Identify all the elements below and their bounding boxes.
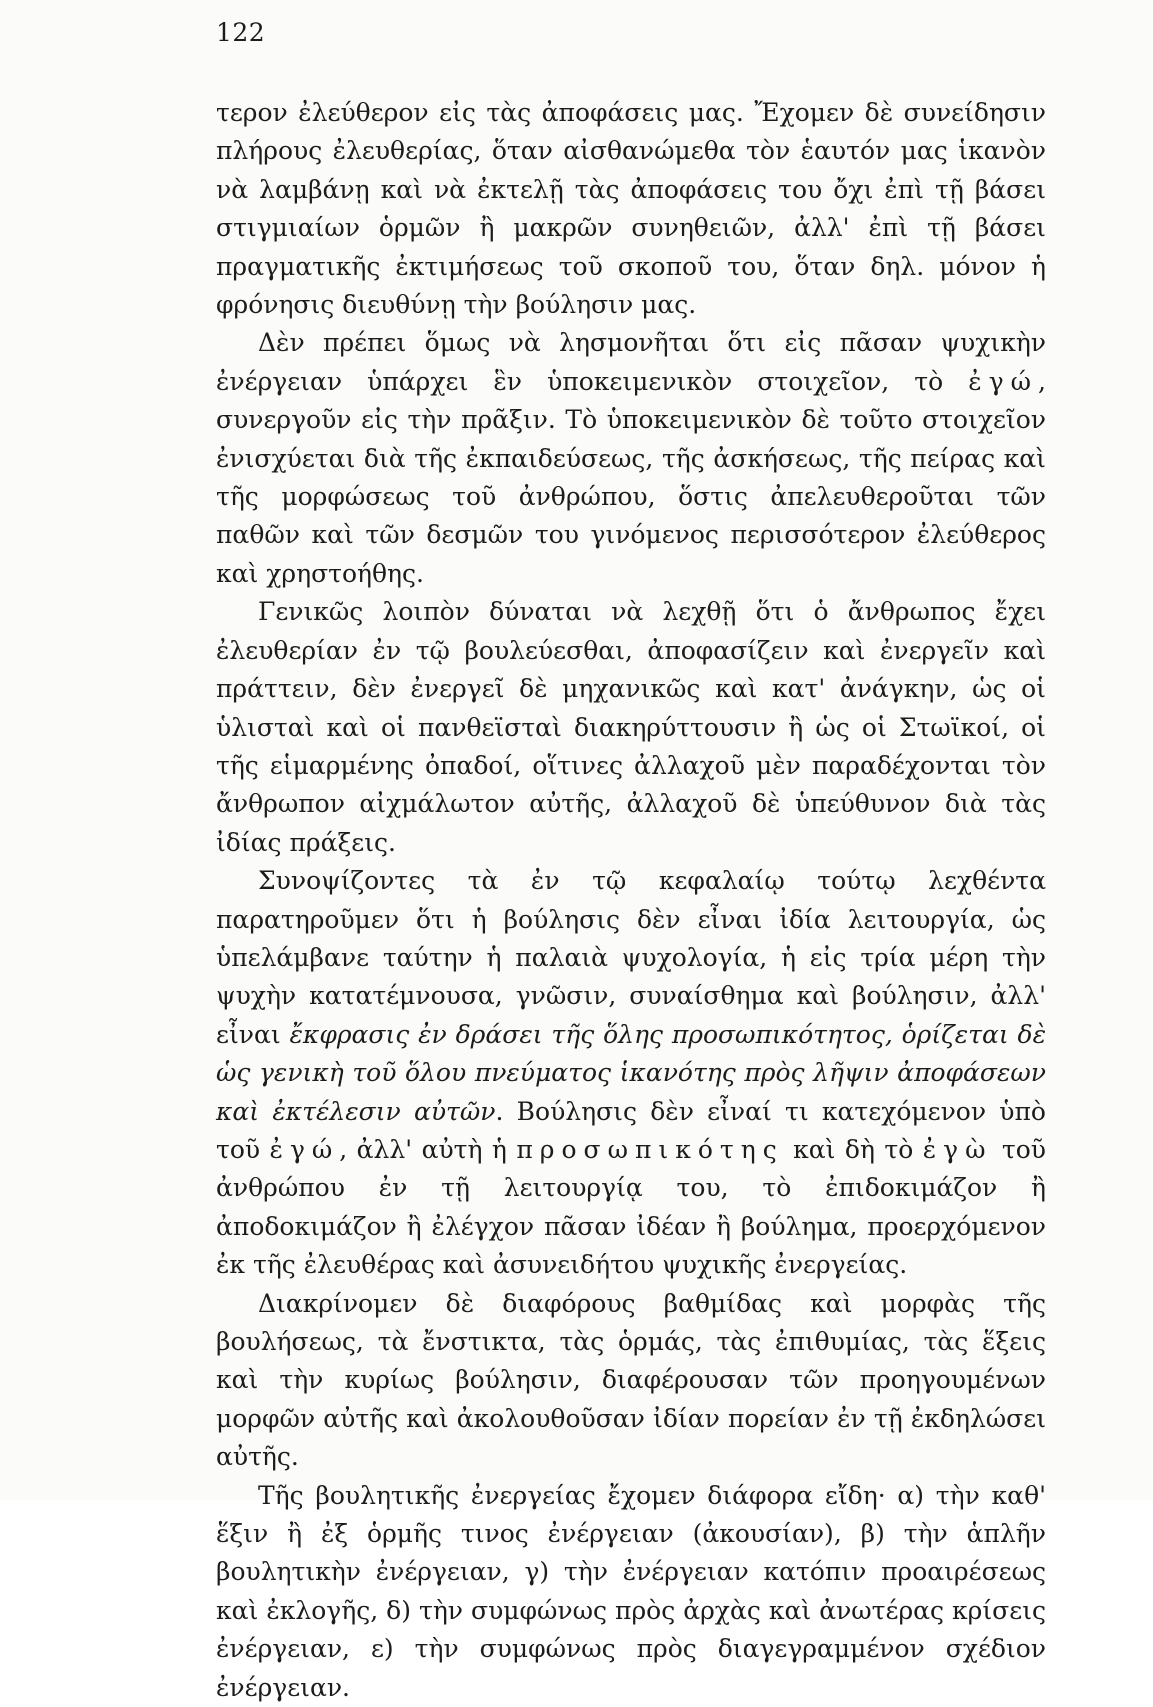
paragraph [216,862,1046,1284]
text-segment: Συνοψίζοντες τὰ ἐν τῷ κεφαλαίῳ τούτῳ λεχθέντα παρατηροῦμεν ὅτι ἡ βούλησις δὲν εἶναι ἰδία λειτουργία, ὡς ὑπελάμβανε ταύτην ἡ παλαιὰ ψυχολογία, ἡ εἰς τρία μέρη τὴν ψυχὴν κατατέμνουσα, γνῶσιν, συναίσθημα καὶ βούλησιν, ἀλλ' εἶναι [216,866,1046,1049]
paragraph [216,1285,1046,1477]
spaced-emphasis: προσωπικότης [516,1134,784,1164]
text-segment: Τῆς βουλητικῆς ἐνεργείας ἔχομεν διάφορα εἴδη· α) τὴν καθ' ἕξιν ἢ ἐξ ὁρμῆς τινος ἐνέργειαν (ἀκουσίαν), β) τὴν ἁπλῆν βουλητικὴν ἐνέργειαν, γ) τὴν ἐνέργειαν κατόπιν προαιρέσεως καὶ ἐκλογῆς, δ) τὴν συμφώνως πρὸς ἀρχὰς καὶ ἀνωτέρας κρίσεις ἐνέργειαν, ε) τὴν συμφώνως πρὸς διαγεγραμμένον σχέδιον ἐνέργειαν. [216,1480,1046,1702]
paragraph [216,593,1046,862]
page-body-text [216,94,1046,1707]
paragraph [216,1477,1046,1707]
spaced-emphasis: ἐγώ [269,1134,340,1164]
text-segment: Γενικῶς λοιπὸν δύναται νὰ λεχθῇ ὅτι ὁ ἄνθρωπος ἔχει ἐλευθερίαν ἐν τῷ βουλεύεσθαι, ἀποφασίζειν καὶ ἐνεργεῖν καὶ πράττειν, δὲν ἐνεργεῖ δὲ μηχανικῶς καὶ κατ' ἀνάγκην, ὡς οἱ ὑλισταὶ καὶ οἱ πανθεϊσταὶ διακηρύττουσιν ἢ ὡς οἱ Στωϊκοί, οἱ τῆς εἱμαρμένης ὀπαδοί, οἵτινες ἀλλαχοῦ μὲν παραδέχονται τὸν ἄνθρωπον αἰχμάλωτον αὐτῆς, ἀλλαχοῦ δὲ ὑπεύθυνον διὰ τὰς ἰδίας πράξεις. [216,597,1046,857]
text-segment: τοῦ ἀνθρώπου ἐν τῇ λειτουργίᾳ του, τὸ ἐπιδοκιμάζον ἢ ἀποδοκιμάζον ἢ ἐλέγχον πᾶσαν ἰδέαν ἢ βούλημα, προερχόμενον ἐκ τῆς ἐλευθέρας καὶ ἀσυνειδήτου ψυχικῆς ἐνεργείας. [216,1134,1046,1280]
page-number: 122 [216,18,266,47]
spaced-emphasis: ἐγὼ [922,1134,993,1164]
paragraph [216,324,1046,593]
text-segment: , ἀλλ' αὐτὴ ἡ [339,1134,517,1164]
text-segment: καὶ δὴ τὸ [783,1134,923,1164]
text-segment: , συνεργοῦν εἰς τὴν πρᾶξιν. Τὸ ὑποκειμενικὸν δὲ τοῦτο στοιχεῖον ἐνισχύεται διὰ τῆς ἐκπαιδεύσεως, τῆς ἀσκήσεως, τῆς πείρας καὶ τῆς μορφώσεως τοῦ ἀνθρώπου, ὅστις ἀπελευθεροῦται τῶν παθῶν καὶ τῶν δεσμῶν του γινόμενος περισσότερον ἐλεύθερος καὶ χρηστοήθης. [216,366,1046,588]
text-segment: τερον ἐλεύθερον εἰς τὰς ἀποφάσεις μας. Ἔχομεν δὲ συνείδησιν πλήρους ἐλευθερίας, ὅταν αἰσθανώμεθα τὸν ἑαυτόν μας ἱκανὸν νὰ λαμβάνῃ καὶ νὰ ἐκτελῇ τὰς ἀποφάσεις του ὄχι ἐπὶ τῇ βάσει στιγμιαίων ὁρμῶν ἢ μακρῶν συνηθειῶν, ἀλλ' ἐπὶ τῇ βάσει πραγματικῆς ἐκτιμήσεως τοῦ σκοποῦ του, ὅταν δηλ. μόνον ἡ φρόνησις διευθύνῃ τὴν βούλησιν μας. [216,98,1046,320]
text-segment: Δὲν πρέπει ὅμως νὰ λησμονῆται ὅτι εἰς πᾶσαν ψυχικὴν ἐνέργειαν ὑπάρχει ἓν ὑποκειμενικὸν στοιχεῖον, τὸ [216,328,1046,396]
paragraph [216,94,1046,324]
text-segment: . Βούλησις δὲν εἶναί τι κατεχόμενον ὑπὸ τοῦ [216,1096,1046,1164]
text-segment: Διακρίνομεν δὲ διαφόρους βαθμίδας καὶ μορφὰς τῆς βουλήσεως, τὰ ἔνστικτα, τὰς ὁρμάς, τὰς ἐπιθυμίας, τὰς ἕξεις καὶ τὴν κυρίως βούλησιν, διαφέρουσαν τῶν προηγουμένων μορφῶν αὐτῆς καὶ ἀκολουθοῦσαν ἰδίαν πορείαν ἐν τῇ ἐκδηλώσει αὐτῆς. [216,1288,1046,1472]
spaced-emphasis: ἐγώ [968,366,1039,396]
italic-emphasis: ἔκφρασις ἐν δράσει τῆς ὅλης προσωπικότητος, ὁρίζεται δὲ ὡς γενικὴ τοῦ ὅλου πνεύματος ἱκανότης πρὸς λῆψιν ἀποφάσεων καὶ ἐκτέλεσιν αὐτῶν [216,1019,1046,1126]
